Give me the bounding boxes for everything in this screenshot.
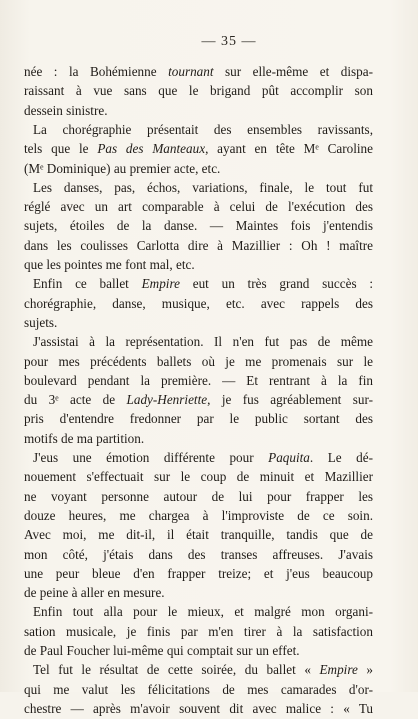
text-run: raissant à vue sans que le brigand pût accomplir son bbox=[24, 83, 373, 99]
text-line bbox=[24, 139, 373, 159]
text-run: sujets. bbox=[24, 314, 58, 330]
text-run: mon côté, j'étais dans des transes affreuses. J'avais bbox=[24, 546, 373, 562]
italic-title: Empire bbox=[319, 662, 358, 678]
text-line bbox=[24, 622, 373, 642]
text-run: , je fus agréablement sur- bbox=[207, 392, 373, 408]
text-line bbox=[24, 564, 373, 584]
text-line bbox=[24, 197, 373, 217]
text-run: tels que le bbox=[24, 141, 98, 157]
text-run: de peine à aller en mesure. bbox=[24, 585, 165, 601]
text-line bbox=[24, 467, 373, 487]
text-line bbox=[24, 159, 373, 179]
text-line bbox=[33, 120, 373, 140]
italic-title: Empire bbox=[141, 276, 180, 292]
text-run: de Paul Foucher lui-même qui comptait sur un effet. bbox=[24, 643, 300, 658]
text-line bbox=[33, 274, 373, 294]
text-line bbox=[24, 390, 373, 410]
text-run: (Mᵉ Dominique) au premier acte, etc. bbox=[24, 160, 221, 176]
text-line bbox=[24, 352, 373, 372]
text-run: réglé avec un art comparable à celui de l'exécution des bbox=[24, 199, 373, 215]
text-line bbox=[33, 332, 373, 352]
text-run: sujets, étoiles de la danse. — Maintes fois j'entendis bbox=[24, 218, 373, 234]
text-run: dans les coulisses Carlotta dire à Mazillier : Oh ! maître bbox=[24, 237, 373, 253]
text-run: pris d'entendre fredonner par le public sortant des bbox=[24, 411, 373, 427]
text-line bbox=[33, 448, 373, 468]
text-line bbox=[24, 641, 373, 661]
text-run: chestre — après m'avoir souvent dit avec malice : « Tu bbox=[24, 700, 373, 716]
text-line bbox=[24, 313, 373, 333]
italic-title: Lady-Henriette bbox=[126, 392, 208, 408]
text-line bbox=[24, 525, 373, 545]
italic-title: Pas des Manteaux bbox=[97, 141, 206, 157]
text-line bbox=[24, 371, 373, 391]
text-run: nouement s'effectuait sur le coup de minuit et Mazillier bbox=[24, 469, 373, 485]
text-line bbox=[24, 545, 373, 565]
text-run: Enfin tout alla pour le mieux, et malgré mon organi- bbox=[33, 604, 373, 620]
text-line bbox=[24, 81, 373, 101]
text-run: Tel fut le résultat de cette soirée, du ballet « bbox=[33, 662, 320, 678]
text-run: Enfin ce ballet bbox=[33, 276, 142, 292]
text-line bbox=[24, 255, 373, 275]
text-run: Avec moi, me dit-il, il était tranquille, tandis que de bbox=[24, 527, 373, 543]
text-line bbox=[24, 216, 373, 236]
text-run: une peur bleue d'en frapper treize; et j'eus beaucoup bbox=[24, 565, 373, 581]
text-run: . Le dé- bbox=[309, 450, 373, 465]
page-number-header: — 35 — bbox=[201, 34, 257, 49]
text-line bbox=[24, 409, 373, 429]
text-run: née : la Bohémienne bbox=[24, 64, 169, 79]
text-run: , ayant en tête Mᵉ Caroline bbox=[205, 141, 373, 157]
italic-title: tournant bbox=[168, 64, 214, 79]
text-run: eut un très grand succès : bbox=[179, 276, 373, 292]
text-line bbox=[24, 294, 373, 314]
text-run: sation musicale, je finis par m'en tirer à la satisfaction bbox=[24, 623, 373, 639]
text-run: La chorégraphie présentait des ensembles ravissants, bbox=[33, 121, 373, 137]
text-line bbox=[24, 699, 373, 719]
text-line bbox=[24, 487, 373, 507]
text-run: douze heures, me chargea à l'improviste de ce soin. bbox=[24, 507, 373, 523]
text-run: » bbox=[357, 662, 373, 678]
text-line bbox=[24, 583, 373, 603]
text-line bbox=[24, 101, 373, 121]
text-line bbox=[33, 178, 373, 198]
text-run: motifs de ma partition. bbox=[24, 430, 145, 446]
text-run: ne voyant personne autour de lui pour frapper les bbox=[24, 488, 373, 504]
text-run: Les danses, pas, échos, variations, finale, le tout fut bbox=[33, 179, 373, 195]
text-run: J'eus une émotion différente pour bbox=[33, 450, 269, 465]
text-line bbox=[24, 680, 373, 700]
text-run: que les pointes me font mal, etc. bbox=[24, 257, 195, 272]
text-line bbox=[24, 236, 373, 256]
text-run: sur elle-même et dispa- bbox=[213, 64, 373, 79]
text-line bbox=[33, 602, 373, 622]
text-line bbox=[24, 62, 373, 82]
text-run: boulevard pendant la première. — Et rentrant à la fin bbox=[24, 372, 373, 388]
text-line bbox=[33, 660, 373, 680]
italic-title: Paquita bbox=[268, 450, 310, 465]
text-run: pour mes précédents ballets où je me promenais sur le bbox=[24, 353, 373, 369]
text-run: chorégraphie, danse, musique, etc. avec rappels des bbox=[24, 295, 373, 311]
text-run: J'assistai à la représentation. Il n'en fut pas de même bbox=[33, 334, 373, 350]
text-run: du 3ᵉ acte de bbox=[24, 392, 127, 408]
text-run: qui me valut les félicitations de mes camarades d'or- bbox=[24, 681, 373, 697]
text-line bbox=[24, 429, 373, 449]
text-line bbox=[24, 506, 373, 526]
text-run: dessein sinistre. bbox=[24, 102, 108, 118]
